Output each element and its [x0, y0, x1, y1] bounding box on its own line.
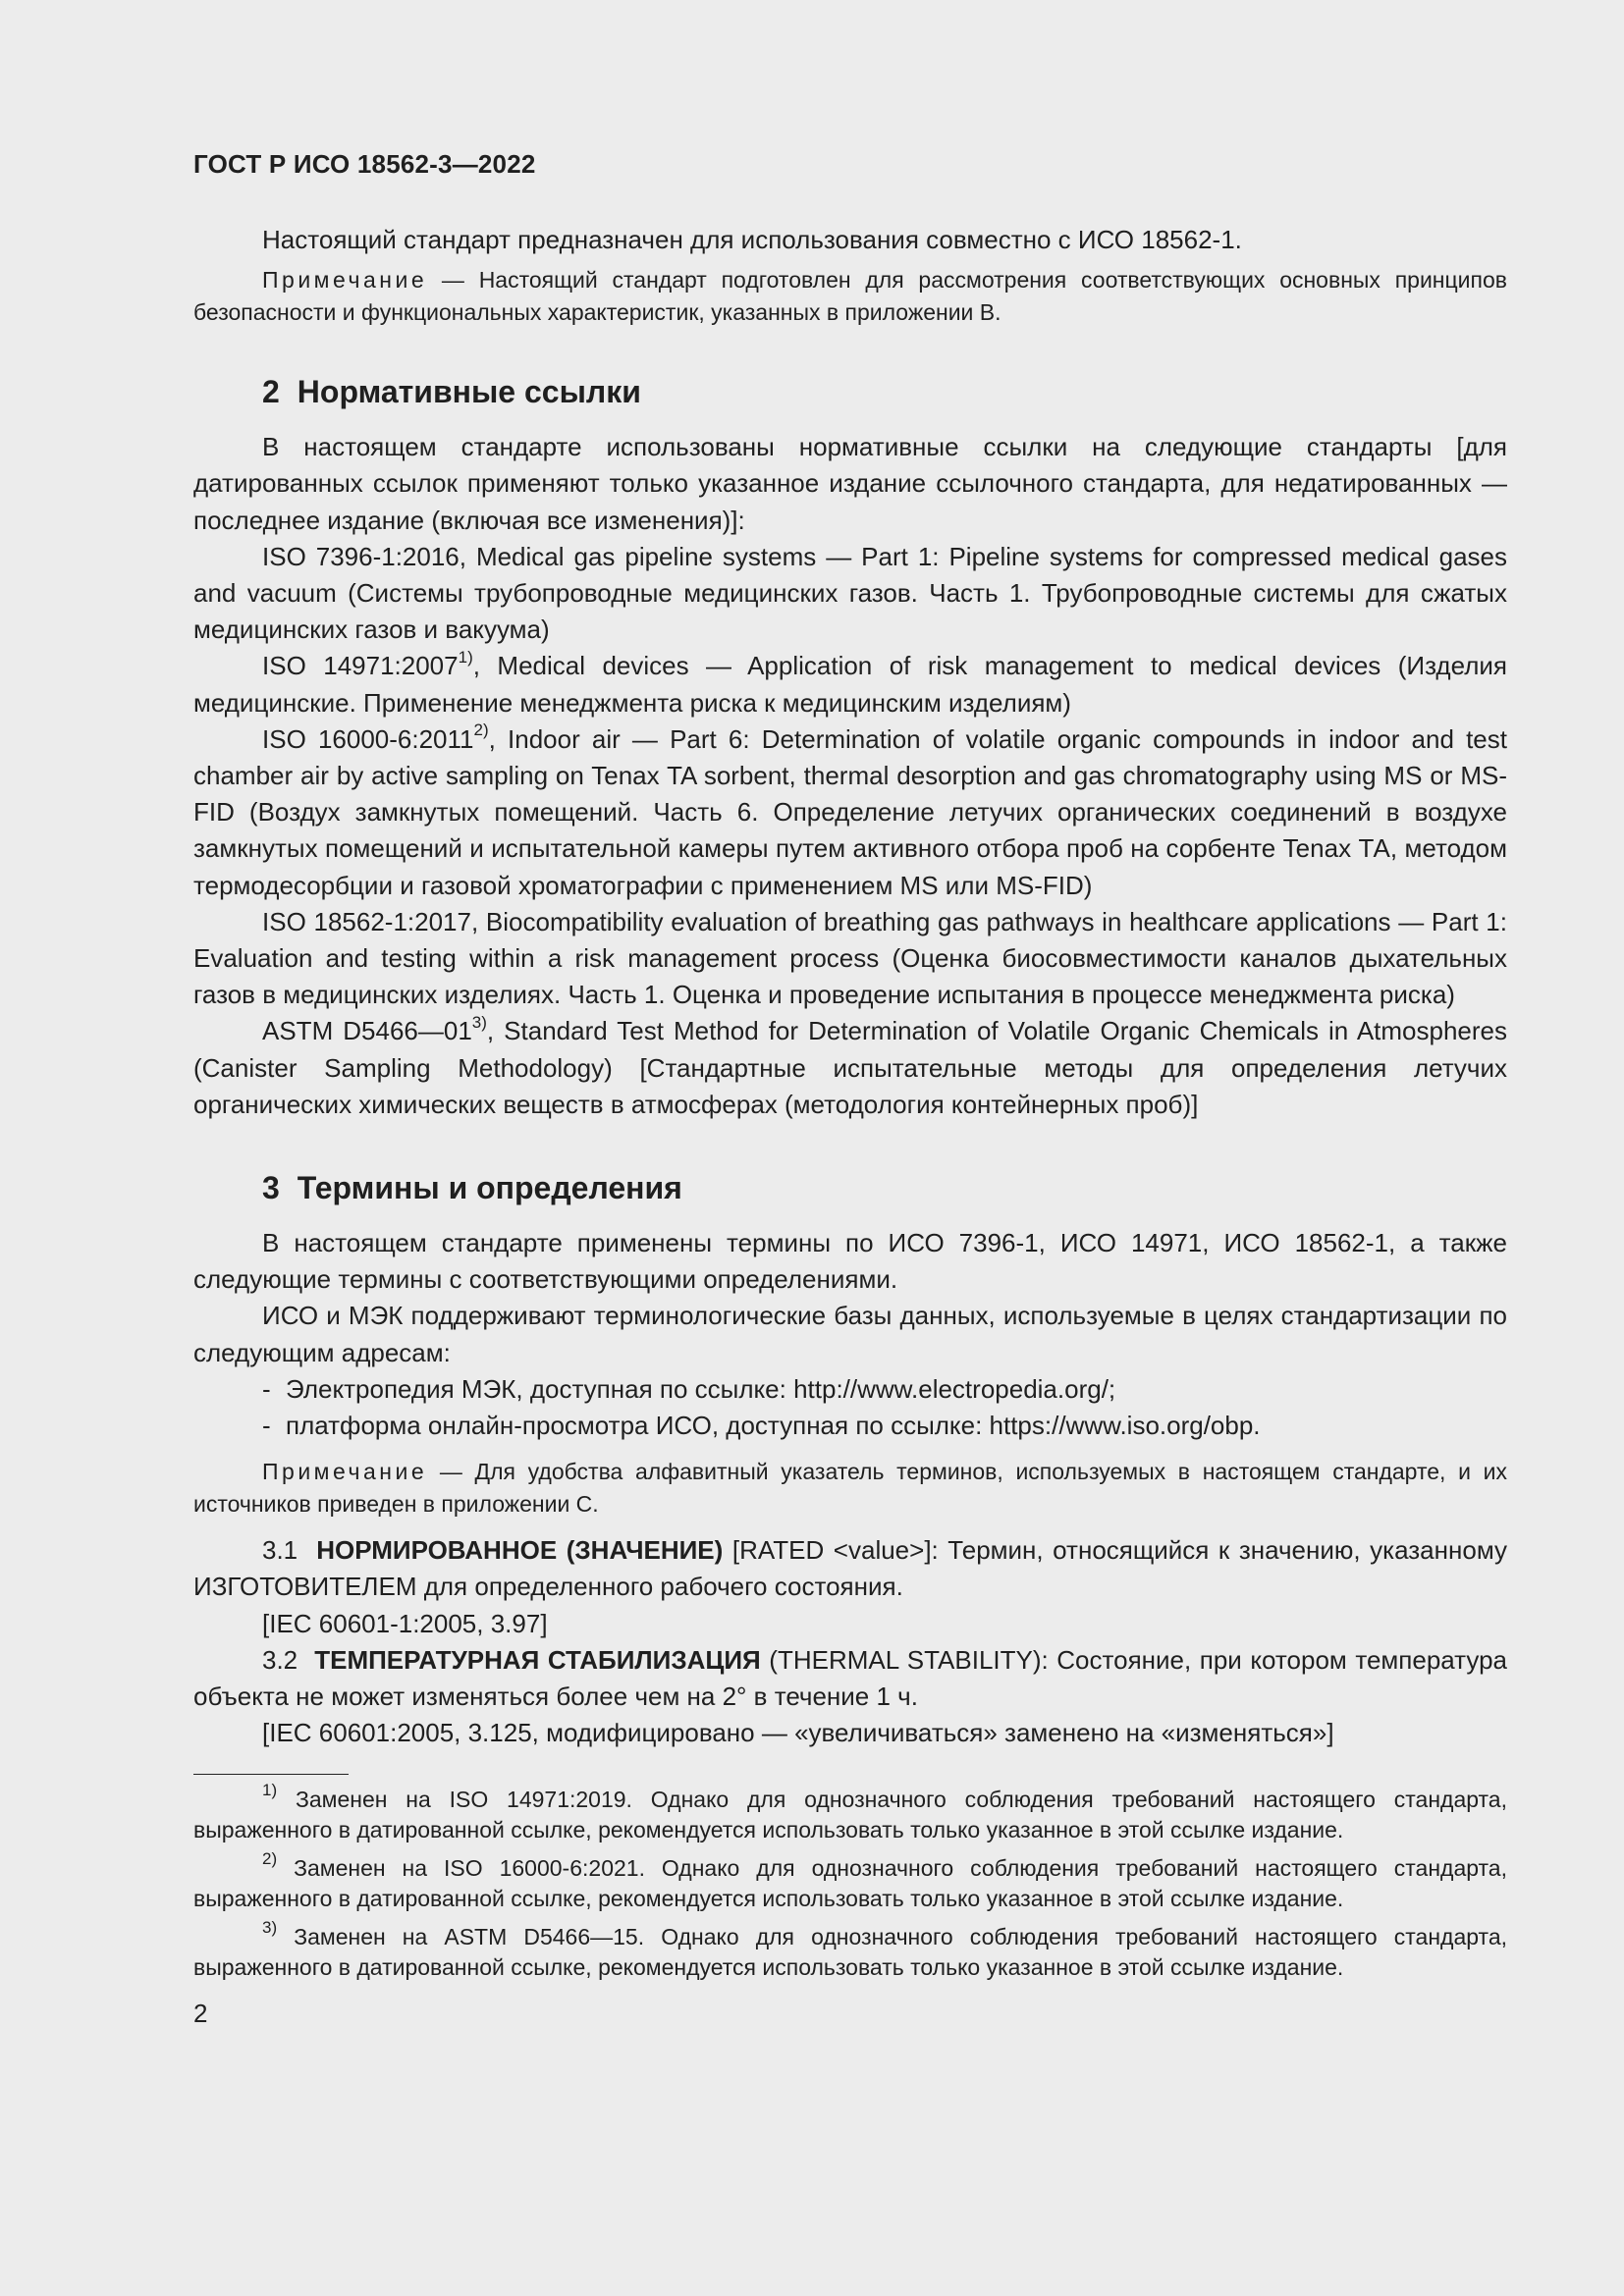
term-entry — [193, 1532, 1507, 1605]
reference-code: ISO 16000-6:2011 — [262, 723, 474, 754]
footnote-ref: 3) — [471, 1012, 487, 1032]
section-3-note — [193, 1456, 1507, 1521]
term-name: ТЕМПЕРАТУРНАЯ СТАБИЛИЗАЦИЯ — [314, 1644, 761, 1675]
section-3-para-1: В настоящем стандарте применены термины по ИСО 7396-1, ИСО 14971, ИСО 18562-1, а также следующие термины с соответствующими определениями. — [193, 1228, 1507, 1295]
section-2-heading — [193, 372, 1507, 411]
intro-paragraph: Настоящий стандарт предназначен для использования совместно с ИСО 18562-1. — [262, 225, 1242, 254]
dash-bullet: - — [262, 1411, 271, 1441]
footnote — [193, 1780, 1507, 1845]
reference-text: , Indoor air — Part 6: Determination of volatile organic compounds in indoor and test chamber air by active sampling on Tenax TA sorbent, thermal desorption and gas chromatography using MS or MS-FID (Воздух замкнутых помещений. Часть 6. Определение летучих органических соединений в воздухе замкнутых помещений и испытательной камеры путем активного отбора проб на сорбенте Tenax ТА, методом термодесорбции и газовой хроматографии с применением MS или MS-FID) — [193, 723, 1507, 900]
section-2-intro: В настоящем стандарте использованы нормативные ссылки на следующие стандарты [для датированных ссылок применяют только указанное издание ссылочного стандарта, для недатированных — последнее издание (включая все изменения)]: — [193, 432, 1507, 535]
term-number: 3.1 — [262, 1535, 298, 1566]
note-label: Примечание — [262, 1459, 428, 1485]
term-definition: (THERMAL STABILITY): Состояние, при котором температура объекта не может изменяться более чем на 2° в течение 1 ч. — [193, 1644, 1507, 1712]
list-item — [193, 1371, 1507, 1408]
section-number: 3 — [262, 1170, 280, 1206]
list-item-text: Электропедия МЭК, доступная по ссылке: http://www.electropedia.org/; — [286, 1373, 1116, 1404]
section-3-para-2: ИСО и МЭК поддерживают терминологические базы данных, используемые в целях стандартизации по следующим адресам: — [193, 1301, 1507, 1367]
footnote — [193, 1848, 1507, 1914]
document-code: ГОСТ Р ИСО 18562-3—2022 — [193, 149, 536, 179]
reference-code: ISO 14971:2007 — [262, 651, 459, 681]
section-3-heading — [193, 1168, 1507, 1207]
reference-code: ISO 7396-1:2016 — [262, 541, 460, 571]
reference-code: ASTM D5466—01 — [262, 1016, 472, 1046]
reference-code: ISO 18562-1:2017 — [262, 906, 471, 936]
reference-item — [193, 648, 1507, 721]
intro-note — [193, 264, 1507, 329]
reference-item — [193, 1013, 1507, 1123]
footnote-ref: 1) — [458, 647, 473, 667]
page-number: 2 — [193, 1998, 208, 2028]
section-title: Нормативные ссылки — [297, 374, 641, 410]
reference-item — [193, 904, 1507, 1014]
term-entry — [193, 1642, 1507, 1715]
reference-text: , Standard Test Method for Determination of Volatile Organic Chemicals in Atmospheres (Canister Sampling Methodology) [Стандартные испытательные методы для определения летучих органических химических веществ в атмосферах (методология контейнерных проб)] — [193, 1016, 1508, 1119]
term-number: 3.2 — [262, 1644, 298, 1675]
section-number: 2 — [262, 374, 280, 410]
footnote-ref: 2) — [473, 721, 489, 740]
footnote-mark: 3) — [262, 1917, 278, 1937]
footnote-text: Заменен на ISO 16000-6:2021. Однако для однозначного соблюдения требований настоящего стандарта, выраженного в датированной ссылке, рекомендуется использовать только указанное в этой ссылке издание. — [193, 1854, 1507, 1911]
list-item — [193, 1408, 1507, 1444]
footnote-mark: 2) — [262, 1848, 278, 1868]
note-text: — Для удобства алфавитный указатель терминов, используемых в настоящем стандарте, и их источников приведен в приложении С. — [193, 1459, 1507, 1518]
reference-text: , Biocompatibility evaluation of breathing gas pathways in healthcare applications — Part 1: Evaluation and testing within a risk management process (Оценка биосовместимости каналов дыхательных газов в медицинских изделиях. Часть 1. Оценка и проведение испытания в процессе менеджмента риска) — [193, 906, 1507, 1010]
list-item-text: платформа онлайн-просмотра ИСО, доступная по ссылке: https://www.iso.org/obp. — [286, 1411, 1261, 1441]
reference-text: , Medical gas pipeline systems — Part 1: Pipeline systems for compressed medical gases and vacuum (Системы трубопроводные медицинских газов. Часть 1. Трубопроводные системы для сжатых медицинских газов и вакуума) — [193, 541, 1507, 645]
reference-item — [193, 539, 1507, 649]
reference-item — [193, 721, 1507, 904]
term-definition: [RATED <value>]: Термин, относящийся к значению, указанному ИЗГОТОВИТЕЛЕМ для определенного рабочего состояния. — [193, 1535, 1507, 1602]
term-name: НОРМИРОВАННОЕ (ЗНАЧЕНИЕ) — [316, 1535, 724, 1566]
footnote-text: Заменен на ISO 14971:2019. Однако для однозначного соблюдения требований настоящего стандарта, выраженного в датированной ссылке, рекомендуется использовать только указанное в этой ссылке издание. — [193, 1786, 1507, 1842]
footnote-mark: 1) — [262, 1780, 278, 1799]
note-text: — Настоящий стандарт подготовлен для рассмотрения соответствующих основных принципов безопасности и функциональных характеристик, указанных в приложении В. — [193, 267, 1507, 326]
section-title: Термины и определения — [297, 1170, 682, 1206]
document-page — [193, 147, 1507, 2029]
footnote-text: Заменен на ASTM D5466—15. Однако для однозначного соблюдения требований настоящего стандарта, выраженного в датированной ссылке, рекомендуется использовать только указанное в этой ссылке издание. — [193, 1923, 1507, 1980]
reference-text: , Medical devices — Application of risk management to medical devices (Изделия медицинские. Применение менеджмента риска к медицинским изделиям) — [193, 651, 1507, 718]
term-source: [IEC 60601:2005, 3.125, модифицировано — «увеличиваться» заменено на «изменяться»] — [262, 1718, 1334, 1748]
term-source: [IEC 60601-1:2005, 3.97] — [262, 1608, 548, 1638]
note-label: Примечание — [262, 267, 428, 294]
footnote — [193, 1917, 1507, 1983]
footnote-divider — [193, 1774, 349, 1775]
dash-bullet: - — [262, 1373, 271, 1404]
